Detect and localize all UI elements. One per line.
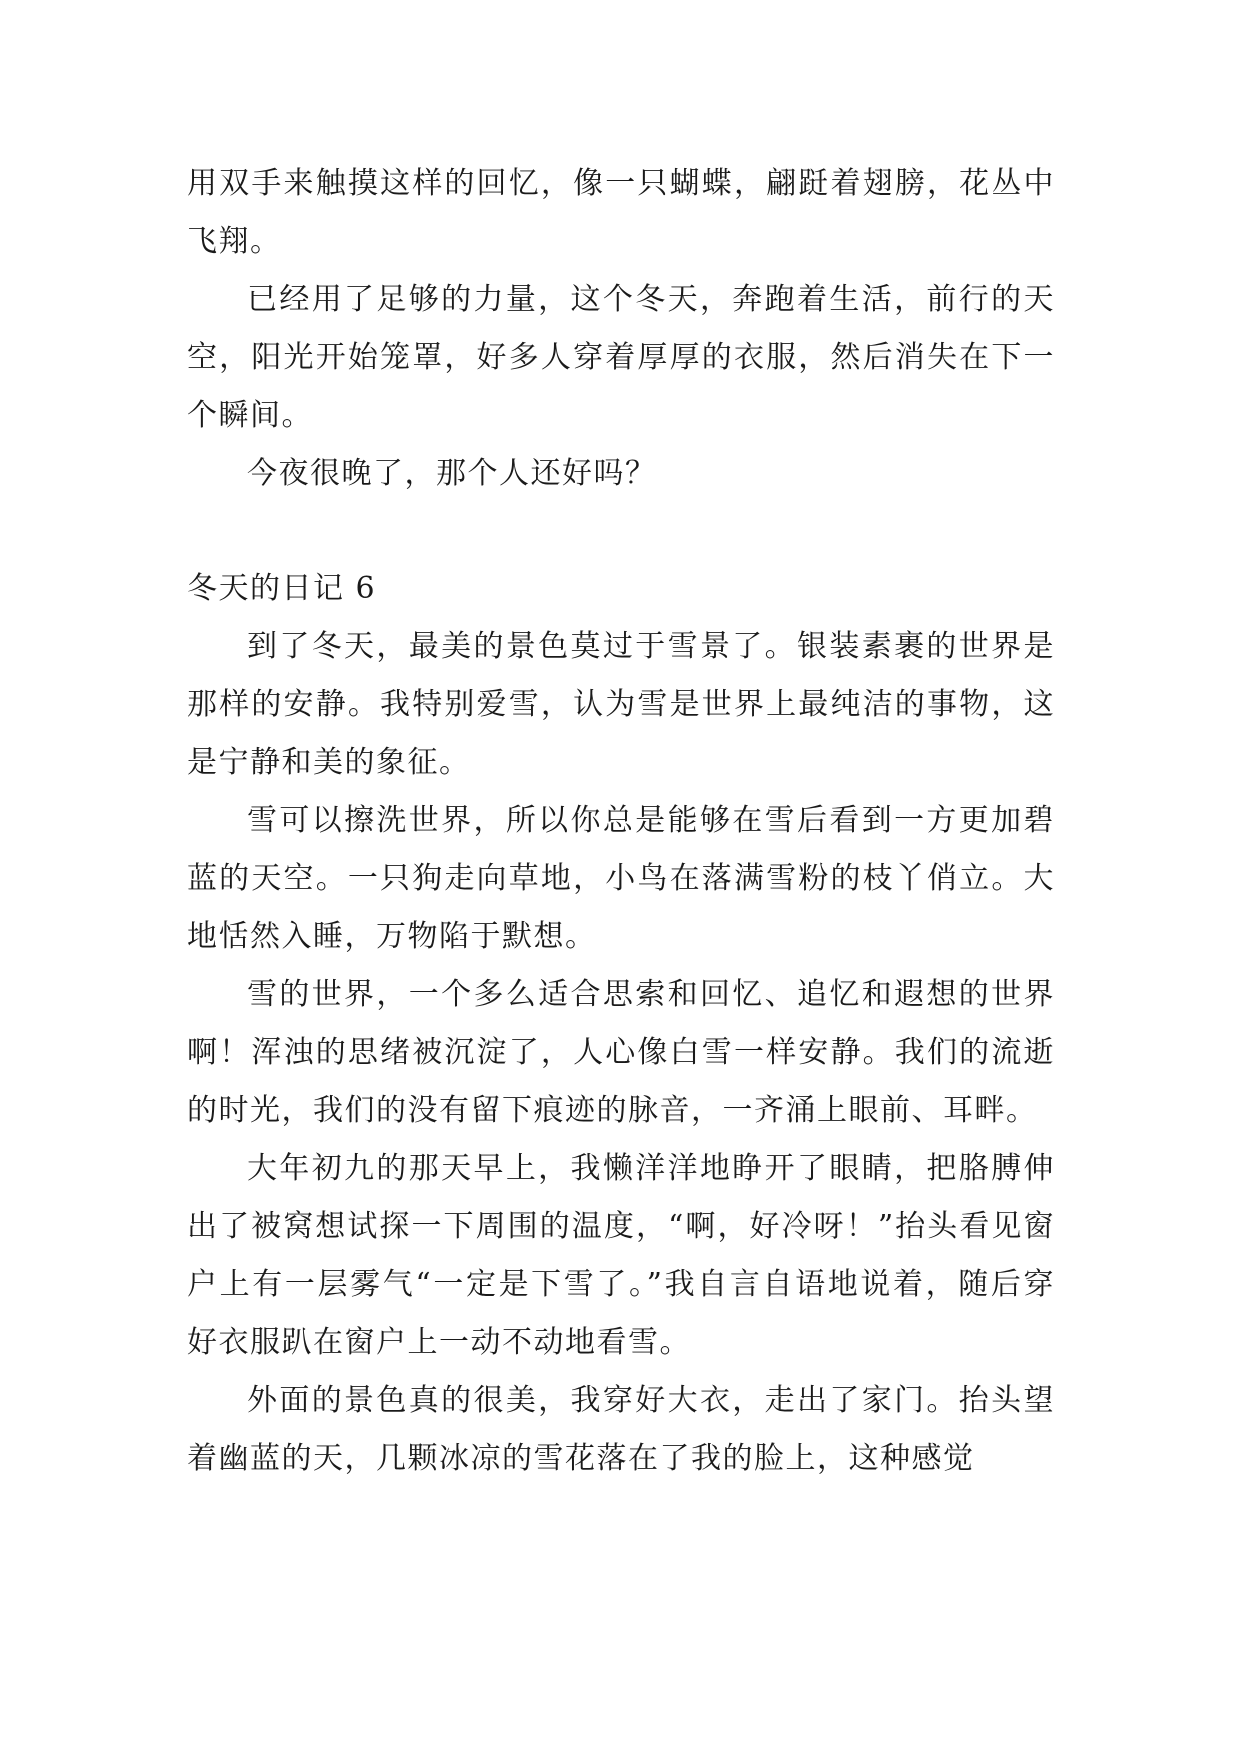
diary-section: [187, 560, 1055, 1488]
paragraph: 到了冬天，最美的景色莫过于雪景了。银装素裹的世界是那样的安静。我特别爱雪，认为雪是世界上最纯洁的事物，这是宁静和美的象征。: [187, 629, 1055, 780]
paragraph: 雪的世界，一个多么适合思索和回忆、追忆和遐想的世界啊！浑浊的思绪被沉淀了，人心像白雪一样安静。我们的流逝的时光，我们的没有留下痕迹的脉音，一齐涌上眼前、耳畔。: [187, 977, 1055, 1128]
paragraph: 大年初九的那天早上，我懒洋洋地睁开了眼睛，把胳膊伸出了被窝想试探一下周围的温度，“啊，好冷呀！”抬头看见窗户上有一层雾气“一定是下雪了。”我自言自语地说着，随后穿好衣服趴在窗户上一动不动地看雪。: [187, 1151, 1055, 1360]
continued-text: [187, 155, 1055, 503]
paragraph: 已经用了足够的力量，这个冬天，奔跑着生活，前行的天空，阳光开始笼罩，好多人穿着厚厚的衣服，然后消失在下一个瞬间。: [187, 282, 1055, 433]
paragraph: 雪可以擦洗世界，所以你总是能够在雪后看到一方更加碧蓝的天空。一只狗走向草地，小鸟在落满雪粉的枝丫俏立。大地恬然入睡，万物陷于默想。: [187, 803, 1055, 954]
paragraph: 用双手来触摸这样的回忆，像一只蝴蝶，翩跹着翅膀，花丛中飞翔。: [187, 166, 1055, 259]
section-title: 冬天的日记 6: [187, 571, 377, 606]
paragraph: 外面的景色真的很美，我穿好大衣，走出了家门。抬头望着幽蓝的天，几颗冰凉的雪花落在了我的脸上，这种感觉: [187, 1383, 1055, 1476]
paragraph: 今夜很晚了，那个人还好吗？: [247, 456, 657, 491]
